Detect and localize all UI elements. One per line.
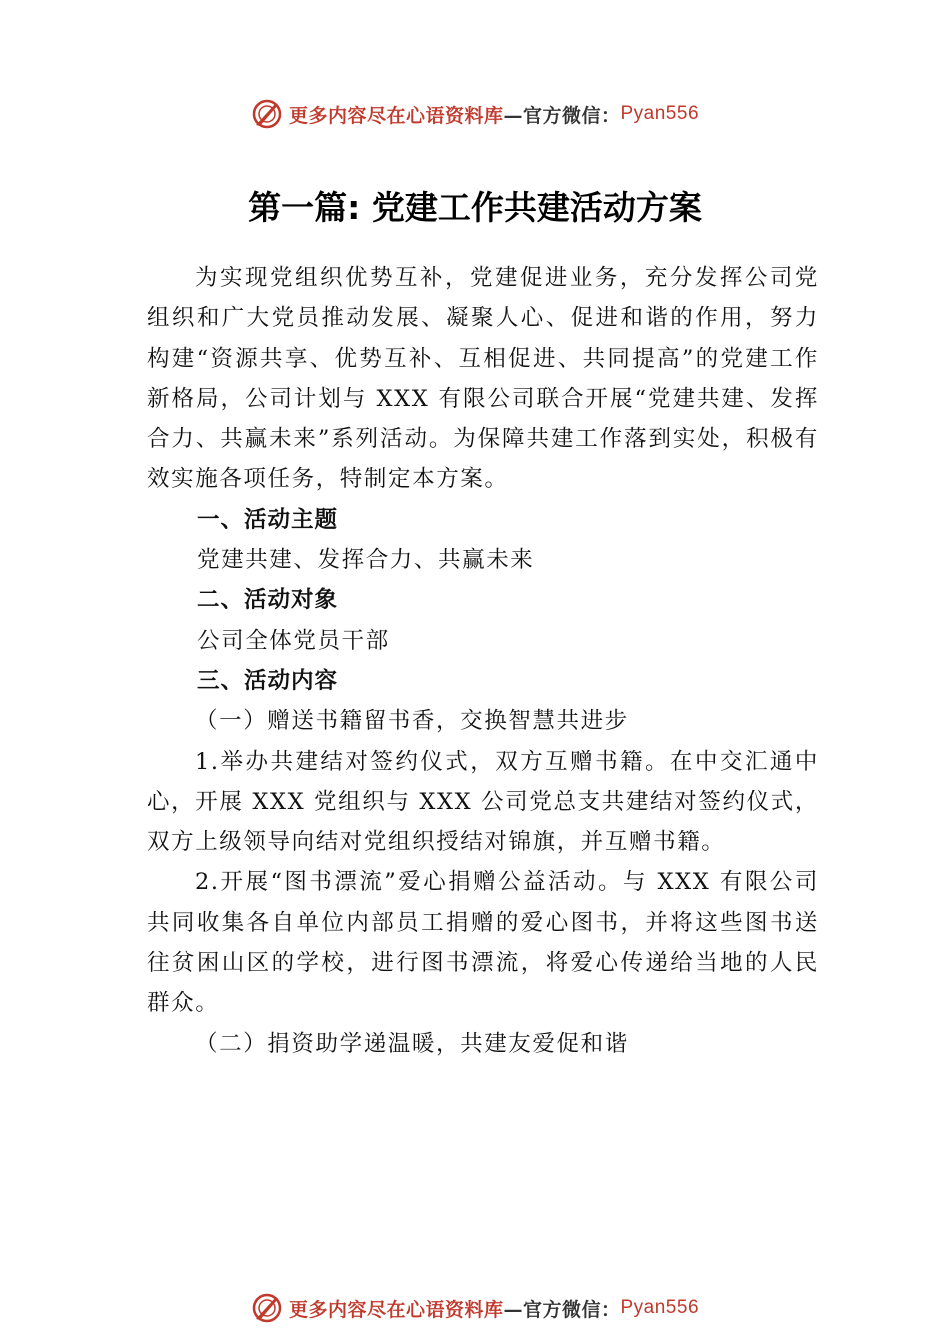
watermark-wechat-label: —官方微信： [503, 104, 621, 127]
section-heading-audience: 二、活动对象 [197, 587, 339, 614]
footer-watermark [0, 1288, 950, 1328]
intro-paragraph: 为实现党组织优势互补，党建促进业务，充分发挥公司党组织和广大党员推动发展、凝聚人心、促进和谐的作用，努力构建“资源共享、优势互补、互相促进、共同提高”的党建工作新格局，公司计划与 XXX 有限公司联合开展“党建共建、发挥合力、共赢未来”系列活动。为保障共建工作落到实处，积极有效实施各项任务，特制定本方案。 [147, 265, 819, 493]
watermark-wechat-id: Pyan556 [620, 1297, 700, 1318]
document-body [147, 258, 819, 1064]
header-watermark [0, 94, 950, 134]
section-text-audience: 公司全体党员干部 [197, 627, 390, 654]
quill-seal-icon [251, 1292, 283, 1324]
section-heading-theme: 一、活动主题 [197, 506, 339, 533]
list-item-signing-ceremony: 1.举办共建结对签约仪式，双方互赠书籍。在中交汇通中心，开展 XXX 党组织与 XXX 公司党总支共建结对签约仪式，双方上级领导向结对党组织授结对锦旗，并互赠书籍。 [147, 748, 819, 856]
watermark-wechat-label: —官方微信： [503, 1298, 621, 1321]
list-item-book-drift: 2.开展“图书漂流”爱心捐赠公益活动。与 XXX 有限公司共同收集各自单位内部员工捐赠的爱心图书，并将这些图书送往贫困山区的学校，进行图书漂流，将爱心传递给当地的人民群众。 [147, 869, 819, 1017]
document-title: 第一篇: 党建工作共建活动方案 [248, 188, 702, 227]
quill-seal-icon [251, 98, 283, 130]
watermark-library-name: 更多内容尽在心语资料库 [288, 1298, 504, 1321]
section-text-theme: 党建共建、发挥合力、共赢未来 [197, 547, 535, 574]
watermark-library-name: 更多内容尽在心语资料库 [288, 104, 504, 127]
subsection-heading-donation: （二）捐资助学递温暖，共建友爱促和谐 [195, 1030, 629, 1057]
section-heading-content: 三、活动内容 [197, 667, 339, 694]
subsection-heading-books: （一）赠送书籍留书香，交换智慧共进步 [195, 708, 629, 735]
watermark-wechat-id: Pyan556 [620, 103, 700, 124]
